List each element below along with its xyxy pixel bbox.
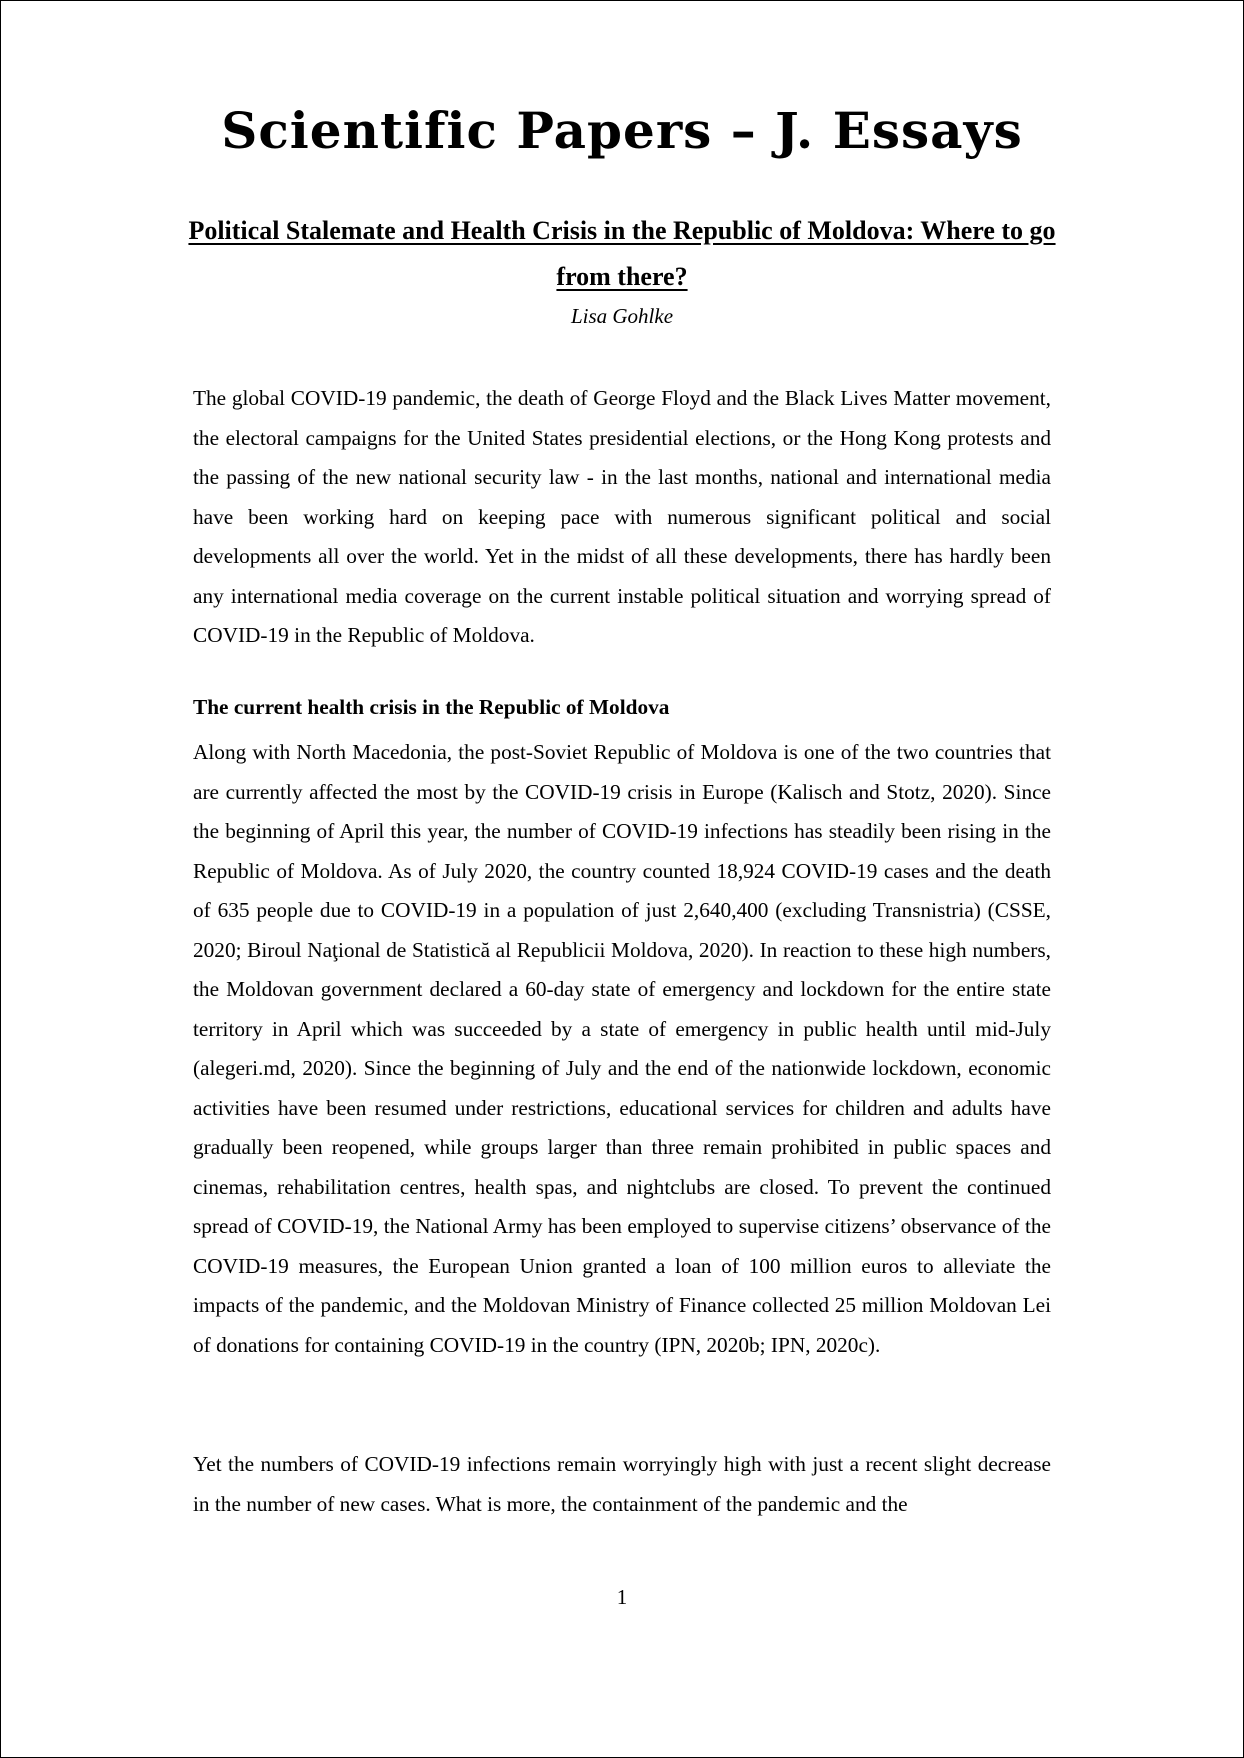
- page-number: 1: [616, 1585, 628, 1609]
- article-title: Political Stalemate and Health Crisis in the Republic of Moldova: Where to go from there?: [188, 216, 1056, 291]
- paragraph-intro: The global COVID-19 pandemic, the death of George Floyd and the Black Lives Matter movement, the electoral campaigns for the United States presidential elections, or the Hong Kong protests and the passing of the new national security law - in the last months, national and international media have been working hard on keeping pace with numerous significant political and social developments all over the world. Yet in the midst of all these developments, there has hardly been any international media coverage on the current instable political situation and worrying spread of COVID-19 in the Republic of Moldova.: [193, 386, 1051, 647]
- section-heading: The current health crisis in the Republic of Moldova: [193, 695, 670, 719]
- paragraph-continuation: Yet the numbers of COVID-19 infections remain worryingly high with just a recent slight decrease in the number of new cases. What is more, the containment of the pandemic and the: [193, 1452, 1051, 1516]
- journal-title: Scientific Papers – J. Essays: [221, 101, 1023, 160]
- author-name: Lisa Gohlke: [570, 304, 674, 328]
- paragraph-health-crisis: Along with North Macedonia, the post-Soviet Republic of Moldova is one of the two countries that are currently affected the most by the COVID-19 crisis in Europe (Kalisch and Stotz, 2020). Since the beginning of April this year, the number of COVID-19 infections has steadily been rising in the Republic of Moldova. As of July 2020, the country counted 18,924 COVID-19 cases and the death of 635 people due to COVID-19 in a population of just 2,640,400 (excluding Transnistria) (CSSE, 2020; Biroul Naţional de Statistică al Republicii Moldova, 2020). In reaction to these high numbers, the Moldovan government declared a 60-day state of emergency and lockdown for the entire state territory in April which was succeeded by a state of emergency in public health until mid-July (alegeri.md, 2020). Since the beginning of July and the end of the nationwide lockdown, economic activities have been resumed under restrictions, educational services for children and adults have gradually been reopened, while groups larger than three remain prohibited in public spaces and cinemas, rehabilitation centres, health spas, and nightclubs are closed. To prevent the continued spread of COVID-19, the National Army has been employed to supervise citizens’ observance of the COVID-19 measures, the European Union granted a loan of 100 million euros to alleviate the impacts of the pandemic, and the Moldovan Ministry of Finance collected 25 million Moldovan Lei of donations for containing COVID-19 in the country (IPN, 2020b; IPN, 2020c).: [193, 740, 1051, 1357]
